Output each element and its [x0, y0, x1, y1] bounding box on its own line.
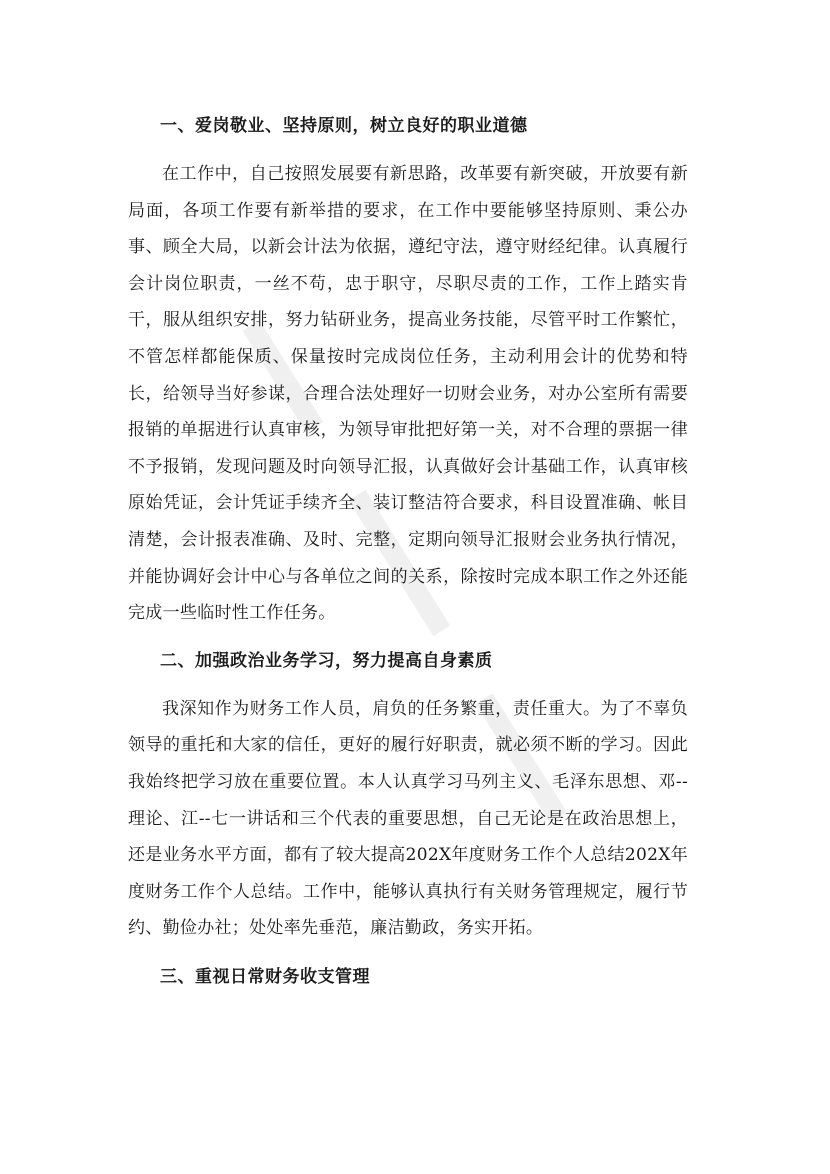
section-paragraph-1: 在工作中，自己按照发展要有新思路，改革要有新突破，开放要有新局面，各项工作要有新举措的要求，在工作中要能够坚持原则、秉公办事、顾全大局，以新会计法为依据，遵纪守法，遵守财经纪律。认真履行会计岗位职责，一丝不苟，忠于职守，尽职尽责的工作，工作上踏实肯干，服从组织安排，努力钻研业务，提高业务技能，尽管平时工作繁忙，不管怎样都能保质、保量按时完成岗位任务，主动利用会计的优势和特长，给领导当好参谋，合理合法处理好一切财会业务，对办公室所有需要报销的单据进行认真审核，为领导审批把好第一关，对不合理的票据一律不予报销，发现问题及时向领导汇报，认真做好会计基础工作，认真审核原始凭证，会计凭证手续齐全、装订整洁符合要求，科目设置准确、帐目清楚，会计报表准确、及时、完整，定期向领导汇报财会业务执行情况，并能协调好会计中心与各单位之间的关系，除按时完成本职工作之外还能完成一些临时性工作任务。	[128, 164, 688, 624]
section-heading-1: 一、爱岗敬业、坚持原则，树立良好的职业道德	[160, 116, 528, 136]
section-paragraph-2: 我深知作为财务工作人员，肩负的任务繁重，责任重大。为了不辜负领导的重托和大家的信任，更好的履行好职责，就必须不断的学习。因此我始终把学习放在重要位置。本人认真学习马列主义、毛泽东思想、邓--理论、江--七一讲话和三个代表的重要思想，自己无论是在政治思想上，还是业务水平方面，都有了较大提高202X年度财务工作个人总结202X年度财务工作个人总结。工作中，能够认真执行有关财务管理规定，履行节约、勤俭办社；处处率先垂范，廉洁勤政，务实开拓。	[128, 698, 688, 939]
section-heading-3: 三、重视日常财务收支管理	[160, 966, 370, 987]
document-body	[128, 108, 688, 995]
section-heading-2: 二、加强政治业务学习，努力提高自身素质	[160, 650, 493, 671]
